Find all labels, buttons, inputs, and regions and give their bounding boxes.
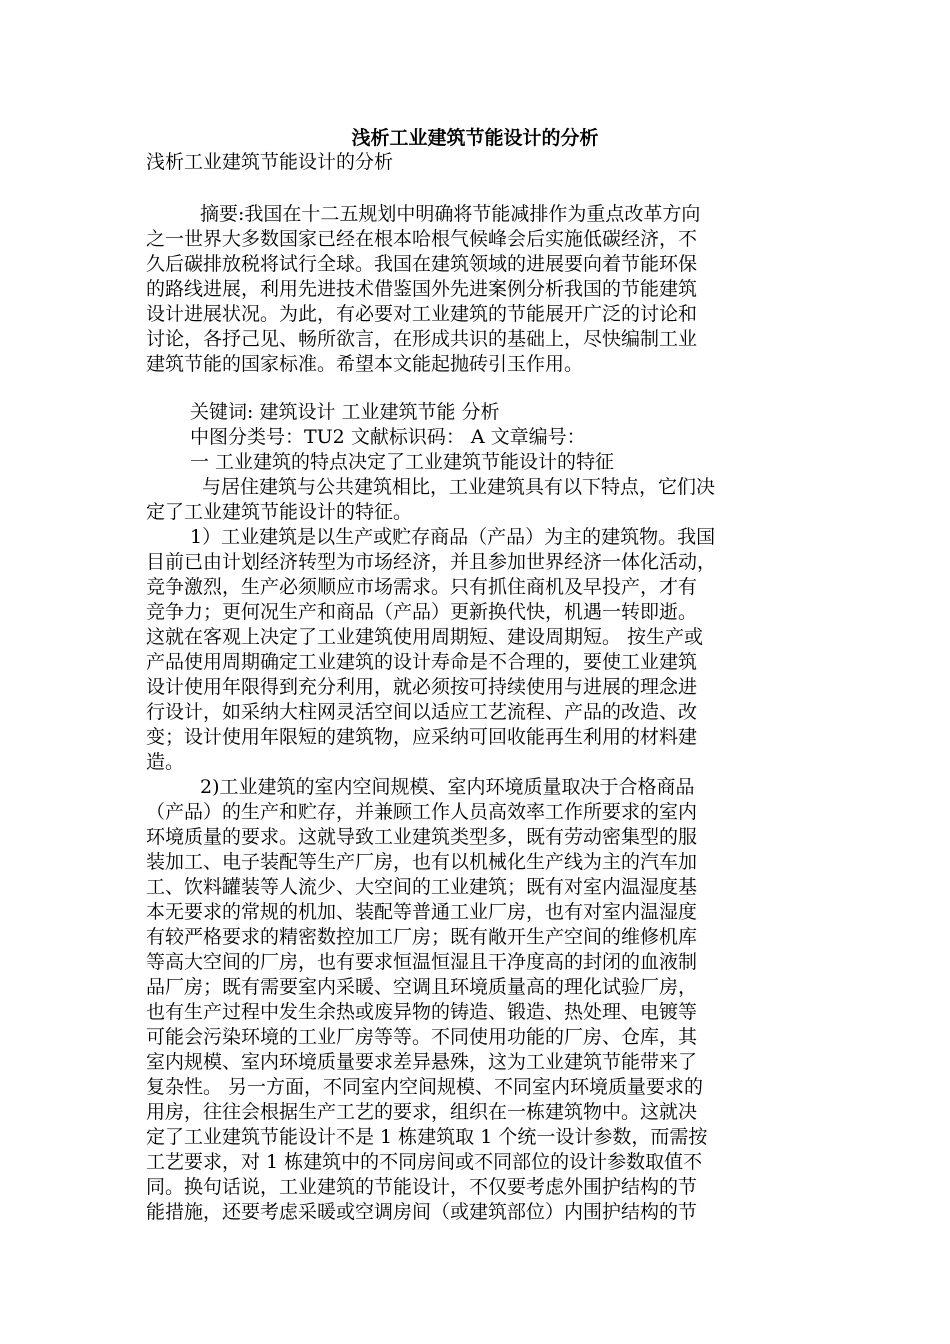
body-line: 装加工、电子装配等生产厂房，也有以机械化生产线为主的汽车加 (146, 851, 698, 873)
body-line: 定了工业建筑节能设计的特征。 (146, 501, 413, 523)
body-line: 竞争激烈，生产必须顺应市场需求。只有抓住商机及早投产，才有 (146, 576, 698, 598)
body-line: 复杂性。 另一方面，不同室内空间规模、不同室内环境质量要求的 (146, 1076, 704, 1098)
body-line: 同。换句话说，工业建筑的节能设计，不仅要考虑外围护结构的节 (146, 1176, 698, 1198)
abstract-line: 的路线进展，利用先进技术借鉴国外先进案例分析我国的节能建筑 (146, 278, 698, 300)
body-line: 产品使用周期确定工业建筑的设计寿命是不合理的，要使工业建筑 (146, 651, 698, 673)
body-line: 环境质量的要求。这就导致工业建筑类型多，既有劳动密集型的服 (146, 826, 698, 848)
body-line: （产品）的生产和贮存，并兼顾工作人员高效率工作所要求的室内 (146, 801, 698, 823)
body-line: 有较严格要求的精密数控加工厂房；既有敞开生产空间的维修机库 (146, 926, 698, 948)
body-line: 2)工业建筑的室内空间规模、室内环境质量取决于合格商品 (200, 776, 695, 798)
body-line: 可能会污染环境的工业厂房等等。不同使用功能的厂房、仓库，其 (146, 1026, 698, 1048)
abstract-line: 久后碳排放税将试行全球。我国在建筑领域的进展要向着节能环保 (146, 253, 698, 275)
subtitle-line: 浅析工业建筑节能设计的分析 (146, 151, 394, 173)
document-title: 浅析工业建筑节能设计的分析 (351, 127, 599, 149)
body-line: 用房，往往会根据生产工艺的要求，组织在一栋建筑物中。这就决 (146, 1101, 698, 1123)
classification-line: 中图分类号：TU2 文献标识码： A 文章编号： (190, 426, 586, 448)
body-line: 工、饮料罐装等人流少、大空间的工业建筑；既有对室内温湿度基 (146, 876, 698, 898)
abstract-line: 设计进展状况。为此，有必要对工业建筑的节能展开广泛的讨论和 (146, 303, 698, 325)
body-line: 竞争力；更何况生产和商品（产品）更新换代快，机遇一转即逝。 (146, 601, 698, 623)
body-line: 定了工业建筑节能设计不是 1 栋建筑取 1 个统一设计参数，而需按 (146, 1126, 708, 1148)
body-line: 1）工业建筑是以生产或贮存商品（产品）为主的建筑物。我国 (190, 526, 716, 548)
body-line: 目前已由计划经济转型为市场经济，并且参加世界经济一体化活动， (146, 551, 717, 573)
body-line: 工艺要求，对 1 栋建筑中的不同房间或不同部位的设计参数取值不 (146, 1151, 703, 1173)
keywords-line: 关键词: 建筑设计 工业建筑节能 分析 (190, 401, 500, 423)
body-line: 造。 (146, 751, 185, 773)
body-line: 品厂房；既有需要室内采暖、空调且环境质量高的理化试验厂房， (146, 976, 698, 998)
body-line: 能措施，还要考虑采暖或空调房间（或建筑部位）内围护结构的节 (146, 1201, 698, 1223)
body-line: 与居住建筑与公共建筑相比，工业建筑具有以下特点，它们决 (202, 476, 716, 498)
body-line: 本无要求的常规的机加、装配等普通工业厂房，也有对室内温湿度 (146, 901, 698, 923)
body-line: 设计使用年限得到充分利用，就必须按可持续使用与进展的理念进 (146, 676, 698, 698)
body-line: 这就在客观上决定了工业建筑使用周期短、建设周期短。 按生产或 (146, 626, 704, 648)
abstract-line: 建筑节能的国家标准。希望本文能起抛砖引玉作用。 (146, 353, 584, 375)
abstract-line: 摘要:我国在十二五规划中明确将节能减排作为重点改革方向 (200, 203, 701, 225)
body-line: 变；设计使用年限短的建筑物，应采纳可回收能再生利用的材料建 (146, 726, 698, 748)
body-line: 也有生产过程中发生余热或废异物的铸造、锻造、热处理、电镀等 (146, 1001, 698, 1023)
abstract-line: 之一世界大多数国家已经在根本哈根气候峰会后实施低碳经济，不 (146, 228, 698, 250)
abstract-line: 讨论，各抒己见、畅所欲言，在形成共识的基础上，尽快编制工业 (146, 328, 698, 350)
section-heading: 一 工业建筑的特点决定了工业建筑节能设计的特征 (190, 451, 615, 473)
body-line: 等高大空间的厂房，也有要求恒温恒湿且干净度高的封闭的血液制 (146, 951, 698, 973)
body-line: 室内规模、室内环境质量要求差异悬殊，这为工业建筑节能带来了 (146, 1051, 698, 1073)
body-line: 行设计，如采纳大柱网灵活空间以适应工艺流程、产品的改造、改 (146, 701, 698, 723)
